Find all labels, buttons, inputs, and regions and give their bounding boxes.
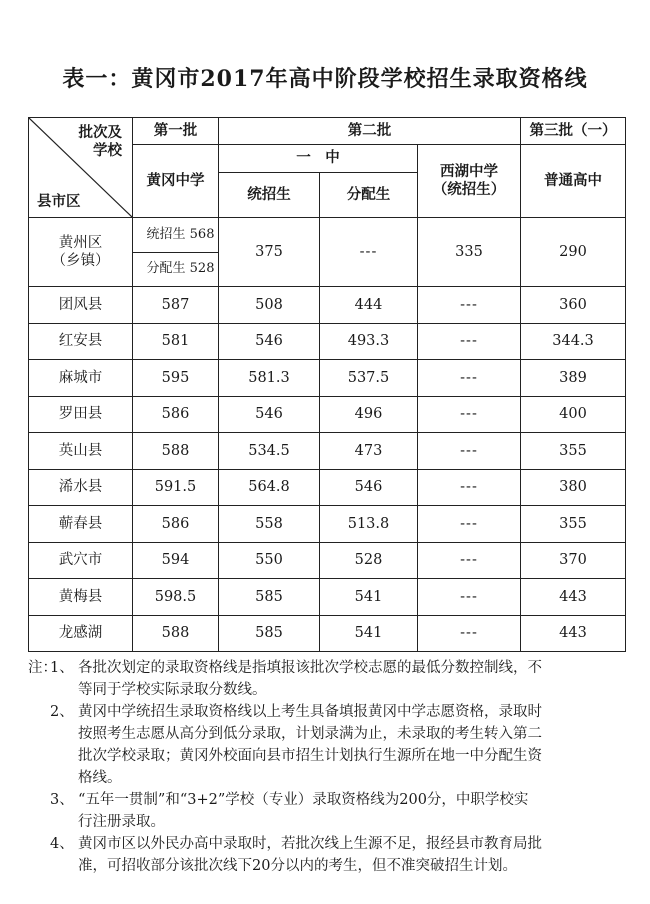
- huanggang-score-cell: 586: [133, 506, 219, 543]
- tongzhao-score-cell: 581.3: [219, 360, 320, 397]
- huanggang-score-cell: 587: [133, 287, 219, 324]
- huanggang-score-cell: 586: [133, 396, 219, 433]
- putong-score-cell: 443: [521, 615, 626, 652]
- putong-header: 普通高中: [521, 145, 626, 218]
- xihu-score-cell: ---: [418, 287, 521, 324]
- putong-score-cell: 355: [521, 433, 626, 470]
- note-item: 注： 1、 各批次划定的录取资格线是指填报该批次学校志愿的最低分数控制线，不 等同于学校实际录取分数线。: [28, 660, 542, 698]
- putong-score-cell: 370: [521, 542, 626, 579]
- huanggang-score-cell: 581: [133, 323, 219, 360]
- tongzhao-header: 统招生: [219, 173, 320, 218]
- admission-score-table: [28, 117, 626, 652]
- fenpei-score-cell: 546: [320, 469, 418, 506]
- putong-score-cell: 380: [521, 469, 626, 506]
- district-cell: 浠水县: [29, 469, 133, 506]
- fenpei-score-cell: 528: [320, 542, 418, 579]
- fenpei-score-cell: 493.3: [320, 323, 418, 360]
- fenpei-score-cell: 513.8: [320, 506, 418, 543]
- putong-score-cell: 443: [521, 579, 626, 616]
- huanggang-score-cell: 588: [133, 433, 219, 470]
- batch2-header: 第二批: [219, 118, 521, 145]
- xihu-score-cell: ---: [418, 615, 521, 652]
- huangzhou-xihu: 335: [418, 218, 521, 287]
- corner-top-label: 批次及 学校: [78, 124, 122, 160]
- district-cell: 团风县: [29, 287, 133, 324]
- corner-bottom-label: 县市区: [37, 192, 81, 210]
- putong-score-cell: 389: [521, 360, 626, 397]
- xihu-score-cell: ---: [418, 506, 521, 543]
- huangzhou-tongzhao: 375: [219, 218, 320, 287]
- tongzhao-score-cell: 546: [219, 323, 320, 360]
- district-cell: 麻城市: [29, 360, 133, 397]
- tongzhao-score-cell: 508: [219, 287, 320, 324]
- table-row: [29, 542, 626, 579]
- putong-score-cell: 355: [521, 506, 626, 543]
- district-cell: 蕲春县: [29, 506, 133, 543]
- xihu-score-cell: ---: [418, 433, 521, 470]
- tongzhao-score-cell: 550: [219, 542, 320, 579]
- xihu-score-cell: ---: [418, 360, 521, 397]
- yizhong-header: 一 中: [219, 145, 418, 173]
- fenpei-header: 分配生: [320, 173, 418, 218]
- batch3-header: 第三批（一）: [521, 118, 626, 145]
- huanggang-score-cell: 591.5: [133, 469, 219, 506]
- fenpei-score-cell: 496: [320, 396, 418, 433]
- tongzhao-score-cell: 585: [219, 579, 320, 616]
- tongzhao-score-cell: 546: [219, 396, 320, 433]
- xihu-score-cell: ---: [418, 579, 521, 616]
- fenpei-score-cell: 444: [320, 287, 418, 324]
- table-row: [29, 396, 626, 433]
- huanggang-school-header: 黄冈中学: [133, 145, 219, 218]
- note-item: 3、 “五年一贯制”和“3+2”学校（专业）录取资格线为200分，中职学校实 行注册录取。: [50, 792, 529, 830]
- xihu-score-cell: ---: [418, 323, 521, 360]
- xihu-header: 西湖中学 （统招生）: [418, 145, 521, 218]
- huangzhou-putong: 290: [521, 218, 626, 287]
- huanggang-score-cell: 595: [133, 360, 219, 397]
- table-row: [29, 469, 626, 506]
- xihu-score-cell: ---: [418, 542, 521, 579]
- batch1-header: 第一批: [133, 118, 219, 145]
- huanggang-score-cell: 588: [133, 615, 219, 652]
- fenpei-score-cell: 541: [320, 579, 418, 616]
- table-row: [29, 323, 626, 360]
- corner-header-cell: [29, 118, 133, 218]
- table-row: [29, 360, 626, 397]
- page-title: 表一：黄冈市2017年高中阶段学校招生录取资格线: [62, 66, 588, 92]
- fenpei-score-cell: 537.5: [320, 360, 418, 397]
- note-item: 2、 黄冈中学统招生录取资格线以上考生具备填报黄冈中学志愿资格，录取时 按照考生志愿从高分到低分录取，计划录满为止，未录取的考生转入第二 批次学校录取；黄冈外校面向县市招生计划执行生源所在地一中分配生资 格线。: [50, 704, 542, 786]
- note-item: 4、 黄冈市区以外民办高中录取时，若批次线上生源不足，报经县市教育局批 准，可招收部分该批次线下20分以内的考生，但不准突破招生计划。: [50, 836, 542, 874]
- huangzhou-fenpei: ---: [320, 218, 418, 287]
- table-row: [29, 615, 626, 652]
- tongzhao-score-cell: 585: [219, 615, 320, 652]
- fenpei-score-cell: 473: [320, 433, 418, 470]
- district-cell: 武穴市: [29, 542, 133, 579]
- district-cell: 黄梅县: [29, 579, 133, 616]
- table-row: [29, 506, 626, 543]
- header-row-1: [29, 118, 626, 145]
- fenpei-score-cell: 541: [320, 615, 418, 652]
- huangzhou-tongzhao-sub: 统招生 568: [133, 218, 219, 253]
- putong-score-cell: 344.3: [521, 323, 626, 360]
- huangzhou-row-a: [29, 218, 626, 253]
- district-cell: 罗田县: [29, 396, 133, 433]
- huanggang-score-cell: 594: [133, 542, 219, 579]
- putong-score-cell: 360: [521, 287, 626, 324]
- huangzhou-fenpei-sub: 分配生 528: [133, 253, 219, 287]
- xihu-score-cell: ---: [418, 469, 521, 506]
- tongzhao-score-cell: 534.5: [219, 433, 320, 470]
- xihu-score-cell: ---: [418, 396, 521, 433]
- huanggang-score-cell: 598.5: [133, 579, 219, 616]
- tongzhao-score-cell: 564.8: [219, 469, 320, 506]
- district-cell: 红安县: [29, 323, 133, 360]
- table-row: [29, 579, 626, 616]
- district-cell: 龙感湖: [29, 615, 133, 652]
- huangzhou-district: 黄州区 （乡镇）: [29, 218, 133, 287]
- tongzhao-score-cell: 558: [219, 506, 320, 543]
- district-cell: 英山县: [29, 433, 133, 470]
- putong-score-cell: 400: [521, 396, 626, 433]
- table-row: [29, 433, 626, 470]
- notes: [28, 657, 628, 877]
- table-row: [29, 287, 626, 324]
